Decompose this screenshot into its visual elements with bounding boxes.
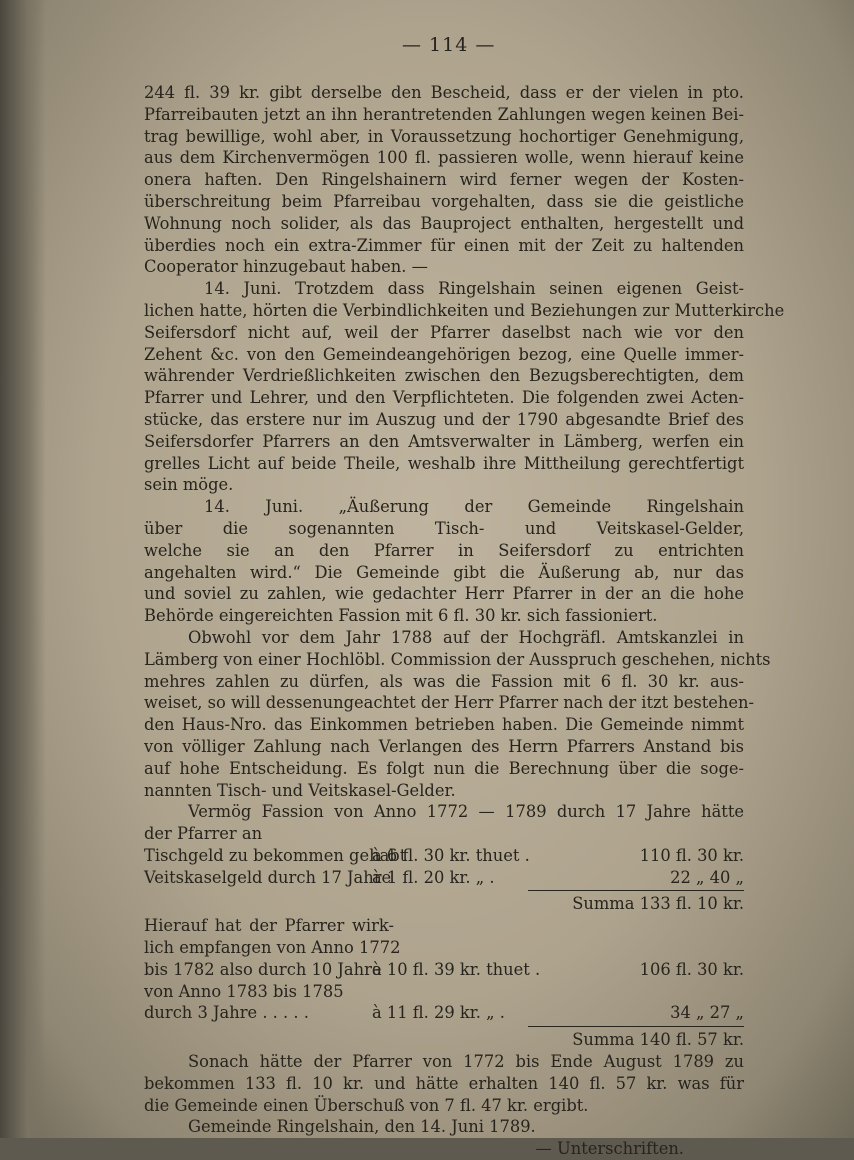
calc-label: Veitskaselgeld durch 17 Jahre (144, 867, 392, 887)
calc-amount: 110 fl. 30 kr. (639, 845, 744, 865)
sum-rule (528, 890, 744, 892)
text-line: lich empfangen von Anno 1772 (144, 938, 401, 958)
text-line: Seifersdorf nicht auf, weil der Pfarrer daselbst nach wie vor den (144, 322, 744, 342)
text-line: über die sogenannten Tisch- und Veitskasel-Gelder, (144, 518, 744, 538)
calc-amount: 106 fl. 30 kr. (639, 959, 744, 979)
text-line: Lämberg von einer Hochlöbl. Commission der Ausspruch geschehen, nichts (144, 649, 771, 669)
calc-rate: à 11 fl. 29 kr. „ . (372, 1003, 505, 1023)
page-text (144, 82, 785, 1160)
text-line: den Haus-Nro. das Einkommen betrieben haben. Die Gemeinde nimmt (144, 715, 744, 735)
calc-amount: 34 „ 27 „ (670, 1003, 744, 1023)
calc-label: bis 1782 also durch 10 Jahre (144, 959, 382, 979)
text-line: nannten Tisch- und Veitskasel-Gelder. (144, 780, 456, 800)
text-line: angehalten wird.“ Die Gemeinde gibt die Äußerung ab, nur das (144, 562, 744, 582)
text-line: Hierauf hat der Pfarrer wirk- (144, 916, 394, 936)
text-line: stücke, das erstere nur im Auszug und der 1790 abgesandte Brief des (144, 409, 744, 429)
text-line: 244 fl. 39 kr. gibt derselbe den Bescheid, dass er der vielen in pto. (144, 83, 744, 102)
text-line: Pfarrer und Lehrer, und den Verpflichteten. Die folgenden zwei Acten- (144, 388, 744, 408)
sum-rule (528, 1026, 744, 1028)
text-line: grelles Licht auf beide Theile, weshalb ihre Mittheilung gerechtfertigt (144, 453, 744, 473)
page-number: — 114 — (402, 34, 496, 56)
text-line: lichen hatte, hörten die Verbindlichkeiten und Beziehungen zur Mutterkirche (144, 300, 785, 320)
text-line: von völliger Zahlung nach Verlangen des Herrn Pfarrers Anstand bis (144, 736, 744, 756)
text-line: trag bewillige, wohl aber, in Voraussetzung hochortiger Genehmigung, (144, 126, 744, 146)
text-line: sein möge. (144, 475, 234, 495)
calc-amount: 22 „ 40 „ (670, 867, 744, 887)
text-line: der Pfarrer an (144, 824, 263, 844)
text-line: welche sie an den Pfarrer in Seifersdorf zu entrichten (144, 540, 744, 560)
text-line: überdies noch ein extra-Zimmer für einen mit der Zeit zu haltenden (144, 235, 744, 255)
text-line: Obwohl vor dem Jahr 1788 auf der Hochgräfl. Amtskanzlei in (188, 627, 744, 647)
calc-rate: à 1 fl. 20 kr. „ . (372, 867, 495, 887)
book-gutter-shadow (0, 0, 46, 1138)
calc-sum: Summa 133 fl. 10 kr. (572, 894, 744, 914)
text-line: überschreitung beim Pfarreibau vorgehalten, dass sie die geistliche (144, 191, 744, 211)
text-line: Behörde eingereichten Fassion mit 6 fl. 30 kr. sich fassioniert. (144, 606, 658, 626)
calc-row (144, 867, 744, 889)
text-line: Cooperator hinzugebaut haben. — (144, 257, 428, 277)
calc-row (144, 1002, 744, 1024)
text-line: 14. Juni. Trotzdem dass Ringelshain seinen eigenen Geist- (204, 279, 744, 299)
calc-label: durch 3 Jahre . . . . . (144, 1003, 309, 1023)
calc-row (144, 959, 744, 981)
calc-label: Tischgeld zu bekommen gehabt (144, 845, 407, 865)
text-line: Zehent &c. von den Gemeindeangehörigen bezog, eine Quelle immer- (144, 344, 744, 364)
calc-row (144, 981, 744, 1003)
calc-label: von Anno 1783 bis 1785 (144, 981, 344, 1001)
calc-sum: Summa 140 fl. 57 kr. (572, 1030, 744, 1050)
text-line: und soviel zu zahlen, wie gedachter Herr Pfarrer in der an die hohe (144, 584, 744, 604)
text-line: Sonach hätte der Pfarrer von 1772 bis Ende August 1789 zu (188, 1052, 744, 1072)
text-line: 14. Juni. „Äußerung der Gemeinde Ringelshain (204, 497, 744, 517)
place-date-line: Gemeinde Ringelshain, den 14. Juni 1789. (188, 1117, 536, 1137)
text-line: bekommen 133 fl. 10 kr. und hätte erhalten 140 fl. 57 kr. was für (144, 1073, 744, 1093)
text-line: Wohnung noch solider, als das Bauproject enthalten, hergestellt und (144, 213, 744, 233)
calc-row (144, 845, 744, 867)
text-line: die Gemeinde einen Überschuß von 7 fl. 47 kr. ergibt. (144, 1095, 589, 1115)
text-line: währender Verdrießlichkeiten zwischen den Bezugsberechtigten, dem (144, 366, 744, 386)
text-line: mehres zahlen zu dürfen, als was die Fassion mit 6 fl. 30 kr. aus- (144, 671, 744, 691)
text-line: weiset, so will dessenungeachtet der Herr Pfarrer nach der itzt bestehen- (144, 693, 755, 713)
text-line: aus dem Kirchenvermögen 100 fl. passieren wolle, wenn hierauf keine (144, 148, 744, 168)
text-line: Seifersdorfer Pfarrers an den Amtsverwalter in Lämberg, werfen ein (144, 431, 744, 451)
calc-rate: à 10 fl. 39 kr. thuet . (372, 959, 541, 979)
calc-rate: à 6 fl. 30 kr. thuet . (372, 845, 530, 865)
book-page (144, 32, 785, 1159)
signature-line: — Unterschriften. (535, 1139, 684, 1159)
text-line: onera haften. Den Ringelshainern wird ferner wegen der Kosten- (144, 170, 744, 190)
text-line: Vermög Fassion von Anno 1772 — 1789 durch 17 Jahre hätte (188, 802, 744, 822)
text-line: auf hohe Entscheidung. Es folgt nun die Berechnung über die soge- (144, 758, 744, 778)
text-line: Pfarreibauten jetzt an ihn herantretenden Zahlungen wegen keinen Bei- (144, 104, 744, 124)
